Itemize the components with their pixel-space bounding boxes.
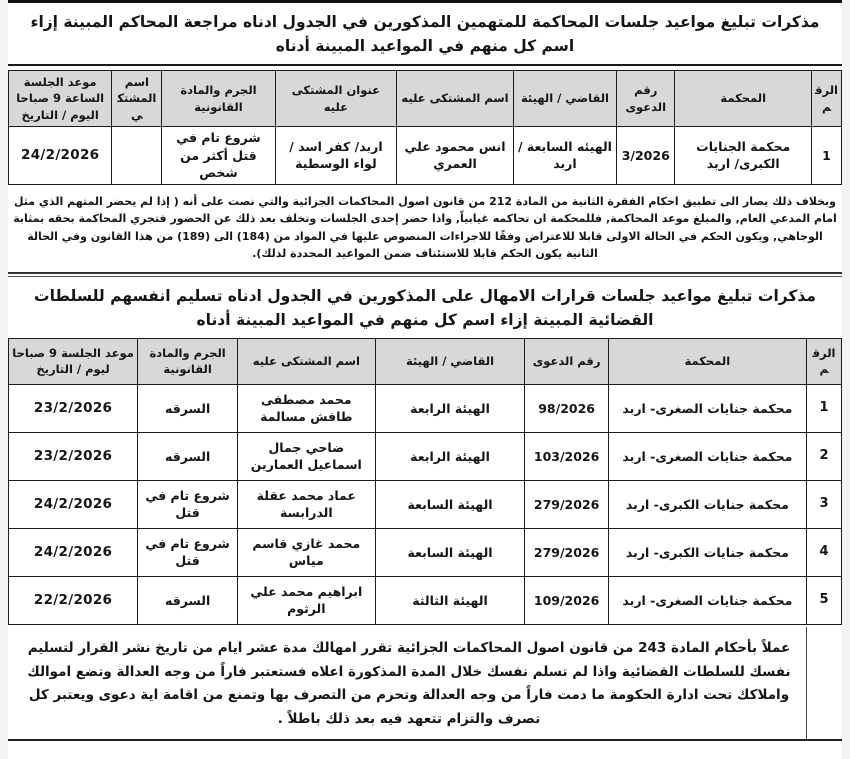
table-cell: ضاحي جمال اسماعيل العمارين [238,432,375,480]
column-header: الجرم والمادة القانونية [138,338,238,384]
column-header: الرقم [812,71,842,127]
column-header: رقم الدعوى [617,71,675,127]
table-cell: 103/2026 [525,432,608,480]
legal-note-article-212: وبخلاف ذلك يصار الى تطبيق احكام الفقرة الثانية من المادة 212 من قانون اصول المحاكمات الجزائية والتي نصت على أنه ( إذا لم يحضر المتهم الذي مثل امام المدعي العام, والمبلغ موعد المحاكمة, فللمحكمة ان تحاكمه غيابياً, واذا حضر إحدى الجلسات وتخلف بعد ذلك عن الحضور فتجري المحاكمة بحقه بمثابة الوجاهي, ويكون الحكم في الحالة الاولى قابلا للاعتراض وفقًا للاجراءات المنصوص عليها في المواد من (184) الى (189) من هذا القانون وفي الحالة الثانية يكون الحكم قابلا للاستئناف ضمن المواعيد المحددة لذلك). [8,185,842,274]
header-row [9,338,842,384]
table-cell: 23/2/2026 [9,384,138,432]
table-cell: 3 [807,480,842,528]
column-header: عنوان المشتكى عليه [275,71,397,127]
table-cell: الهيئة السابعة [375,528,525,576]
table-row [9,127,842,185]
column-header: موعد الجلسة 9 صباحا ليوم / التاريخ [9,338,138,384]
trial-sessions-table [8,70,842,185]
document-page [8,0,842,759]
table-cell: عماد محمد عقلة الدرابسة [238,480,375,528]
table-cell: 109/2026 [525,576,608,624]
column-header: القاضي / الهيئة [513,71,616,127]
table-cell: السرقه [138,576,238,624]
surrender-notice-title: مذكرات تبليغ مواعيد جلسات قرارات الامهال على المذكورين في الجدول ادناه تسليم انفسهم للسلطات القضائية المبينة إزاء اسم كل منهم في المواعيد المبينة أدناه [8,276,842,334]
table-cell: الهيئة الرابعة [375,432,525,480]
footer-note-row [8,627,842,742]
table-cell: 22/2/2026 [9,576,138,624]
table-row [9,528,842,576]
table-cell: السرقه [138,432,238,480]
legal-note-article-243: عملاً بأحكام المادة 243 من قانون اصول المحاكمات الجزائية تقرر امهالك مدة عشر ايام من تاريخ نشر القرار لتسليم نفسك للسلطات القضائية واذا لم تسلم نفسك خلال المدة المذكورة اعلاه فستعتبر فاراً من وجه العدالة وتضع اموالك واملاكك تحت ادارة الحكومة ما دمت فاراً من وجه العدالة وتحرم من التصرف بها وتمنع من اقامة اية دعوى ويعتبر كل تصرف والتزام تتعهد فيه بعد ذلك باطلاً . [27,639,791,727]
table-row [9,384,842,432]
table-cell: محكمة الجنايات الكبرى/ اربد [675,127,812,185]
table-cell: شروع تام في قتل [138,528,238,576]
table-cell [112,127,162,185]
table-cell: 98/2026 [525,384,608,432]
table-cell: ابراهيم محمد علي الرثوم [238,576,375,624]
table-cell: محكمة جنايات الصغرى- اربد [608,432,806,480]
column-header: رقم الدعوى [525,338,608,384]
table-cell: 23/2/2026 [9,432,138,480]
table-cell: الهيئه السابعة / اربد [513,127,616,185]
table-cell: محمد غازي قاسم مياس [238,528,375,576]
empty-number-cell [806,627,842,740]
table-cell: محكمة جنايات الصغرى- اربد [608,576,806,624]
table-cell: محمد مصطفى طافش مسالمة [238,384,375,432]
column-header: اسم المشتكي [112,71,162,127]
table-cell: 279/2026 [525,528,608,576]
column-header: المحكمة [675,71,812,127]
table-cell: 1 [807,384,842,432]
column-header: المحكمة [608,338,806,384]
table-cell: شروع تام في قتل [138,480,238,528]
column-header: القاضي / الهيئة [375,338,525,384]
table-cell: محكمة جنايات الكبرى- اربد [608,528,806,576]
table-row [9,576,842,624]
table-cell: 5 [807,576,842,624]
table-cell: اربد/ كفر اسد / لواء الوسطية [275,127,397,185]
table-cell: 24/2/2026 [9,127,112,185]
table-cell: الهيئة السابعة [375,480,525,528]
table-cell: 24/2/2026 [9,528,138,576]
table-cell: 1 [812,127,842,185]
column-header: الجرم والمادة القانونية [162,71,275,127]
table-cell: الهيئة الرابعة [375,384,525,432]
column-header: الرقم [807,338,842,384]
table-row [9,432,842,480]
table-cell: 2 [807,432,842,480]
column-header: اسم المشتكى عليه [238,338,375,384]
table-cell: محكمة جنايات الصغرى- اربد [608,384,806,432]
column-header: اسم المشتكى عليه [397,71,514,127]
header-row [9,71,842,127]
table-cell: الهيئة الثالثة [375,576,525,624]
table-cell: 279/2026 [525,480,608,528]
table-cell: شروع تام في قتل أكثر من شخص [162,127,275,185]
table-cell: 3/2026 [617,127,675,185]
surrender-deadline-table [8,338,842,625]
table-cell: 24/2/2026 [9,480,138,528]
table-cell: 4 [807,528,842,576]
table-cell: انس محمود علي العمري [397,127,514,185]
table-cell: السرقه [138,384,238,432]
table-cell: محكمة جنايات الكبرى- اربد [608,480,806,528]
table-row [9,480,842,528]
column-header: موعد الجلسة الساعة 9 صباحا اليوم / التاريخ [9,71,112,127]
trial-notice-title: مذكرات تبليغ مواعيد جلسات المحاكمة للمتهمين المذكورين في الجدول ادناه مراجعة المحاكم المبينة إزاء اسم كل منهم في المواعيد المبينة أدناه [8,3,842,66]
